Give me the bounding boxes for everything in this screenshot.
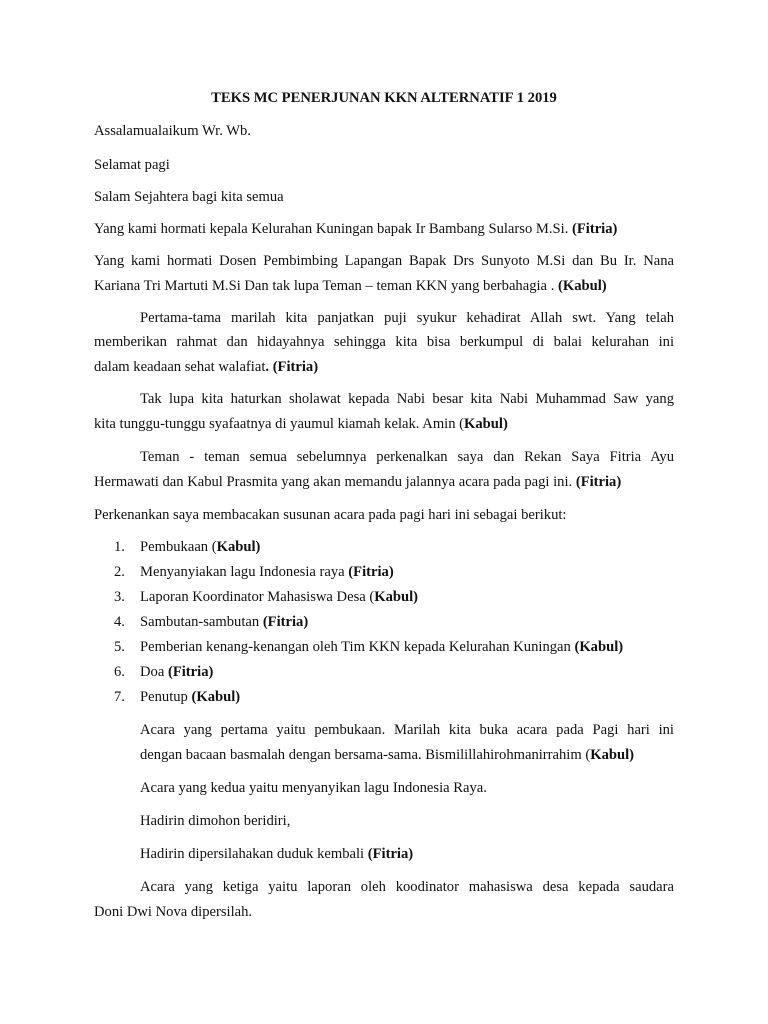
speaker-tag: (Fitria) <box>575 474 622 490</box>
speaker-tag: (Kabul) <box>574 639 624 655</box>
list-item-text: Menyanyiakan lagu Indonesia raya <box>140 564 349 580</box>
list-number: 5. <box>114 639 125 655</box>
list-item-text: Doa <box>140 664 168 680</box>
list-number: 6. <box>114 664 125 680</box>
list-number: 7. <box>114 689 125 705</box>
paragraph-laporan-line2: Doni Dwi Nova dipersilah. <box>94 904 253 920</box>
speaker-tag: (Fitria) <box>348 564 394 580</box>
paragraph-kepala-kelurahan <box>94 220 617 238</box>
speaker-tag: (Kabul) <box>191 689 241 705</box>
list-item <box>140 638 623 656</box>
paragraph-text: kita tunggu-tunggu syafaatnya di yaumul kiamah kelak. Amin ( <box>94 416 465 432</box>
paragraph-text: Hermawati dan Kabul Prasmita yang akan memandu jalannya acara pada pagi ini. <box>94 474 576 490</box>
list-item <box>140 538 260 556</box>
greeting-assalamualaikum: Assalamualaikum Wr. Wb. <box>94 123 251 139</box>
paragraph-sholawat-line1: Tak lupa kita haturkan sholawat kepada Nabi besar kita Nabi Muhammad Saw yang <box>140 391 674 407</box>
speaker-tag: (Fitria) <box>572 221 618 237</box>
speaker-tag: Kabul) <box>590 747 635 763</box>
list-item <box>140 563 394 581</box>
list-number: 2. <box>114 564 125 580</box>
paragraph-text: Hadirin dipersilahakan duduk kembali <box>140 846 368 862</box>
paragraph-perkenalan-line2 <box>94 473 621 491</box>
list-number: 3. <box>114 589 125 605</box>
paragraph-pembukaan-line1: Acara yang pertama yaitu pembukaan. Marilah kita buka acara pada Pagi hari ini <box>140 722 674 738</box>
paragraph-sholawat-line2 <box>94 415 508 433</box>
list-number: 1. <box>114 539 125 555</box>
list-item <box>140 613 308 631</box>
speaker-tag: (Fitria) <box>167 664 214 680</box>
list-item <box>140 663 213 681</box>
greeting-selamat-pagi: Selamat pagi <box>94 157 170 173</box>
speaker-tag: (Fitria) <box>367 846 414 862</box>
paragraph-laporan-line1: Acara yang ketiga yaitu laporan oleh koodinator mahasiswa desa kepada saudara <box>140 879 674 895</box>
paragraph-text: Kariana Tri Martuti M.Si Dan tak lupa Teman – teman KKN yang berbahagia . <box>94 278 558 294</box>
list-number: 4. <box>114 614 125 630</box>
paragraph-pertama-line2: memberikan rahmat dan hidayahnya sehingga kita bisa berkumpul di balai kelurahan ini <box>94 334 674 350</box>
speaker-tag: Kabul) <box>374 589 419 605</box>
speaker-tag: Kabul) <box>216 539 261 555</box>
paragraph-pertama-line3 <box>94 358 318 376</box>
greeting-salam-sejahtera: Salam Sejahtera bagi kita semua <box>94 189 284 205</box>
paragraph-pertama-line1: Pertama-tama marilah kita panjatkan puji syukur kehadirat Allah swt. Yang telah <box>140 310 674 326</box>
paragraph-text: dengan bacaan basmalah dengan bersama-sama. Bismilillahirohmanirrahim ( <box>140 747 591 763</box>
list-item-text: Laporan Koordinator Mahasiswa Desa ( <box>140 589 375 605</box>
paragraph-dosen-line2 <box>94 277 607 295</box>
speaker-tag: (Fitria) <box>262 614 309 630</box>
list-item-text: Pemberian kenang-kenangan oleh Tim KKN kepada Kelurahan Kuningan <box>140 639 575 655</box>
paragraph-pembukaan-line2 <box>140 746 634 764</box>
speaker-tag: . (Fitria) <box>265 359 319 375</box>
paragraph-hadirin-duduk <box>140 845 413 863</box>
speaker-tag: Kabul) <box>464 416 508 432</box>
speaker-tag: (Kabul) <box>558 278 607 294</box>
paragraph-hadirin-berdiri: Hadirin dimohon beridiri, <box>140 813 291 829</box>
list-item-text: Penutup <box>140 689 192 705</box>
paragraph-perkenalan-line1: Teman - teman semua sebelumnya perkenalkan saya dan Rekan Saya Fitria Ayu <box>140 449 674 465</box>
paragraph-lagu-indonesia-raya: Acara yang kedua yaitu menyanyikan lagu Indonesia Raya. <box>140 780 487 796</box>
paragraph-text: Yang kami hormati kepala Kelurahan Kuningan bapak Ir Bambang Sularso M.Si. <box>94 221 572 237</box>
list-item-text: Pembukaan ( <box>140 539 217 555</box>
page-title: TEKS MC PENERJUNAN KKN ALTERNATIF 1 2019 <box>211 90 557 106</box>
list-item <box>140 688 240 706</box>
paragraph-text: dalam keadaan sehat walafiat <box>94 359 266 375</box>
paragraph-dosen-line1: Yang kami hormati Dosen Pembimbing Lapangan Bapak Drs Sunyoto M.Si dan Bu Ir. Nana <box>94 253 674 269</box>
paragraph-susunan-acara: Perkenankan saya membacakan susunan acara pada pagi hari ini sebagai berikut: <box>94 507 567 523</box>
list-item-text: Sambutan-sambutan <box>140 614 263 630</box>
list-item <box>140 588 418 606</box>
